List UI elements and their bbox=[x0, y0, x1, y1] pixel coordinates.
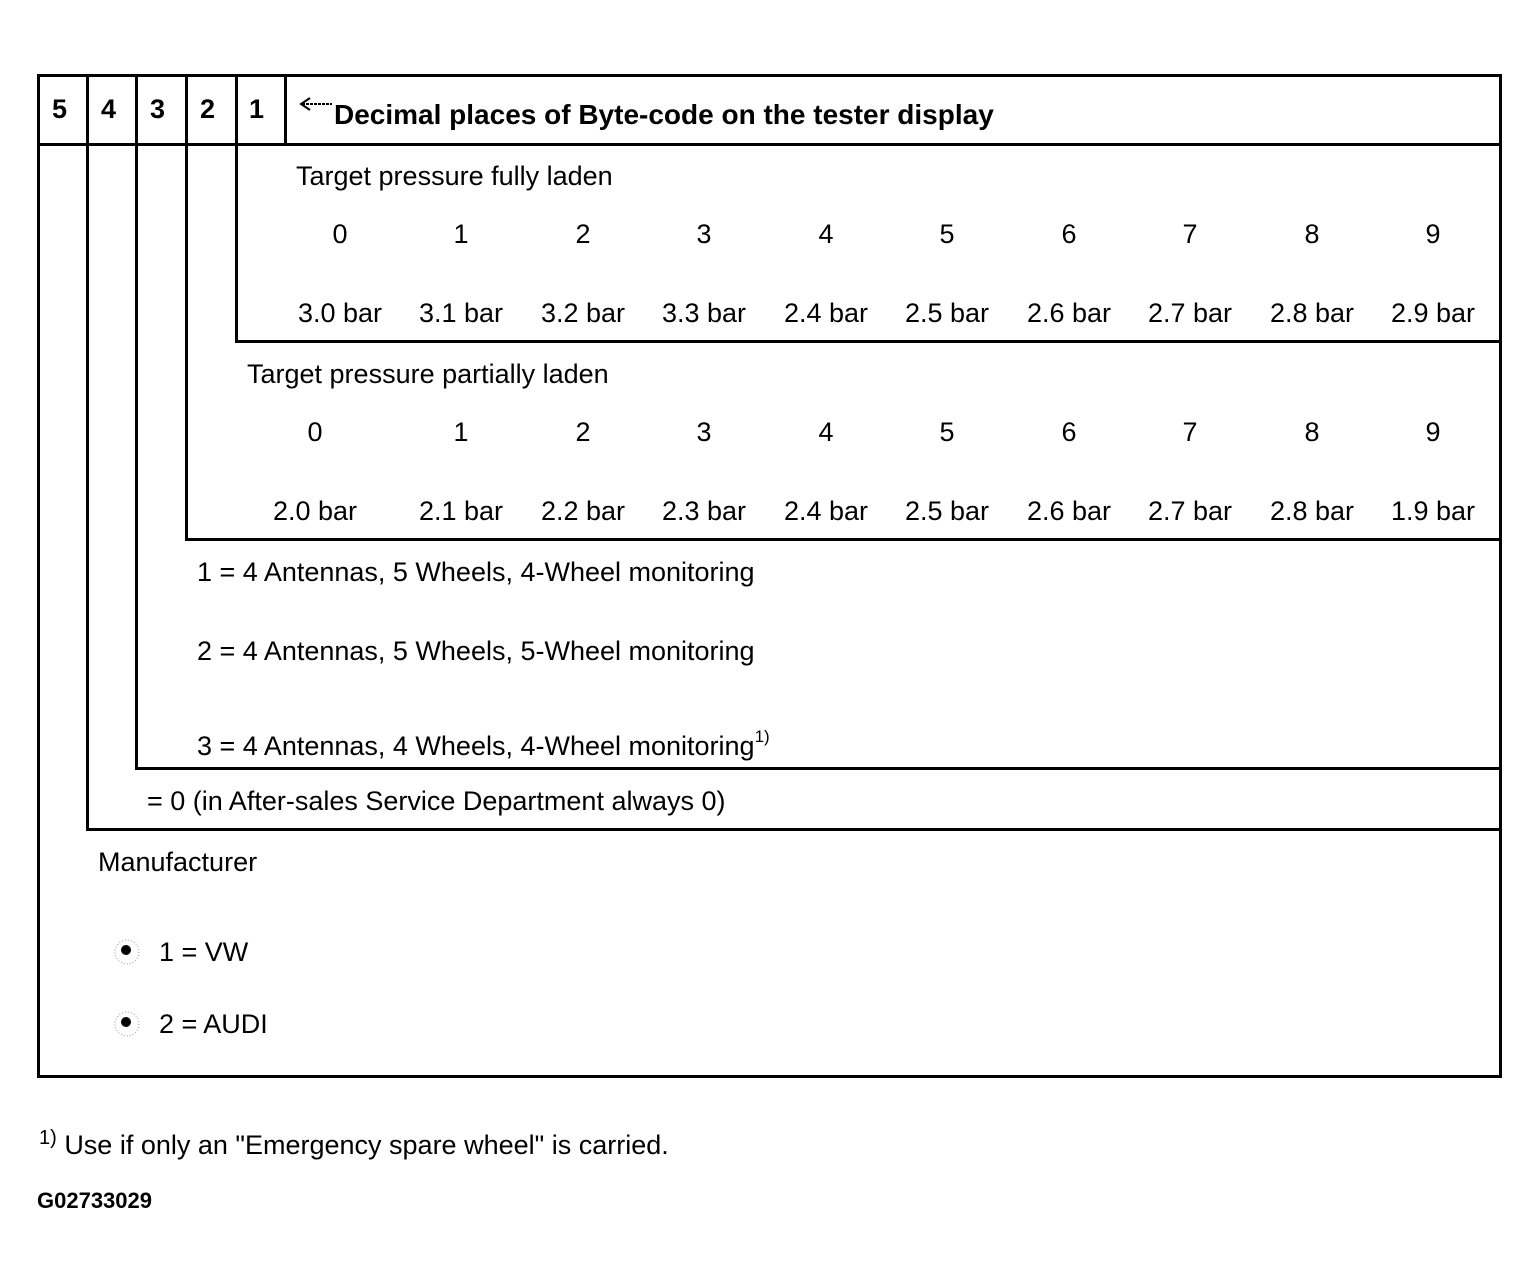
graphic-code: G02733029 bbox=[37, 1188, 152, 1213]
code-cell: 8 bbox=[1304, 417, 1320, 447]
pressure-value: 2.0 bar bbox=[272, 496, 358, 526]
antenna-option-2: 2 = 4 Antennas, 5 Wheels, 5-Wheel monitoring bbox=[197, 636, 755, 666]
arrow-left-icon bbox=[298, 96, 334, 112]
pressure-value: 3.1 bar bbox=[418, 298, 504, 328]
bracket-digit2-bottom bbox=[185, 538, 1500, 541]
antenna-option-1: 1 = 4 Antennas, 5 Wheels, 4-Wheel monitoring bbox=[197, 557, 755, 587]
frame-right bbox=[1499, 74, 1502, 1078]
bracket-digit1 bbox=[235, 143, 238, 343]
pressure-value: 3.0 bar bbox=[297, 298, 383, 328]
manufacturer-label: Manufacturer bbox=[98, 847, 258, 877]
partially-laden-label: Target pressure partially laden bbox=[247, 359, 609, 389]
code-cell: 1 bbox=[453, 417, 469, 447]
pressure-value: 3.2 bar bbox=[540, 298, 626, 328]
header-digit-4: 4 bbox=[101, 94, 117, 124]
code-cell: 7 bbox=[1182, 219, 1198, 249]
manufacturer-vw: 1 = VW bbox=[159, 937, 249, 967]
pressure-value: 2.1 bar bbox=[418, 496, 504, 526]
bracket-digit4-bottom bbox=[86, 828, 1500, 831]
code-cell: 0 bbox=[307, 417, 323, 447]
code-cell: 4 bbox=[818, 219, 834, 249]
pressure-value: 2.4 bar bbox=[783, 298, 869, 328]
pressure-value: 2.4 bar bbox=[783, 496, 869, 526]
pressure-value: 2.7 bar bbox=[1147, 496, 1233, 526]
pressure-value: 2.8 bar bbox=[1269, 496, 1355, 526]
footnote bbox=[39, 1128, 669, 1159]
header-digit-1: 1 bbox=[249, 94, 265, 124]
pressure-value: 1.9 bar bbox=[1390, 496, 1476, 526]
code-cell: 9 bbox=[1425, 219, 1441, 249]
header-digit-5: 5 bbox=[52, 94, 68, 124]
header-title: Decimal places of Byte-code on the tester display bbox=[334, 99, 994, 130]
pressure-value: 2.3 bar bbox=[661, 496, 747, 526]
bracket-digit3-bottom bbox=[135, 767, 1500, 770]
code-cell: 0 bbox=[332, 219, 348, 249]
pressure-value: 2.6 bar bbox=[1026, 496, 1112, 526]
code-cell: 5 bbox=[939, 219, 955, 249]
pressure-value: 2.8 bar bbox=[1269, 298, 1355, 328]
code-cell: 1 bbox=[453, 219, 469, 249]
header-digit-2: 2 bbox=[200, 94, 216, 124]
footnote-text: Use if only an "Emergency spare wheel" is carried. bbox=[64, 1130, 669, 1160]
code-cell: 6 bbox=[1061, 219, 1077, 249]
header-sep-3 bbox=[185, 74, 188, 144]
code-cell: 5 bbox=[939, 417, 955, 447]
code-cell: 6 bbox=[1061, 417, 1077, 447]
frame-bottom bbox=[37, 1075, 1502, 1078]
frame-left bbox=[37, 74, 40, 1078]
pressure-value: 3.3 bar bbox=[661, 298, 747, 328]
bracket-digit2 bbox=[185, 143, 188, 541]
header-sep-4 bbox=[235, 74, 238, 144]
code-cell: 4 bbox=[818, 417, 834, 447]
pressure-value: 2.7 bar bbox=[1147, 298, 1233, 328]
code-cell: 3 bbox=[696, 219, 712, 249]
antenna-option-3-row bbox=[197, 728, 770, 760]
fully-laden-label: Target pressure fully laden bbox=[296, 161, 613, 191]
footnote-marker: 1) bbox=[39, 1127, 57, 1149]
code-cell: 3 bbox=[696, 417, 712, 447]
code-cell: 2 bbox=[575, 219, 591, 249]
header-digit-3: 3 bbox=[150, 94, 166, 124]
code-cell: 7 bbox=[1182, 417, 1198, 447]
frame-top bbox=[37, 74, 1502, 77]
header-bottom-line bbox=[37, 143, 1502, 146]
bullet-icon bbox=[112, 937, 142, 967]
bullet-icon bbox=[112, 1009, 142, 1039]
pressure-value: 2.5 bar bbox=[904, 298, 990, 328]
after-sales-note: = 0 (in After-sales Service Department always 0) bbox=[147, 786, 726, 816]
bracket-digit3 bbox=[135, 143, 138, 770]
pressure-value: 2.6 bar bbox=[1026, 298, 1112, 328]
bracket-digit4 bbox=[86, 143, 89, 831]
antenna-option-3: 3 = 4 Antennas, 4 Wheels, 4-Wheel monitoring bbox=[197, 731, 755, 761]
code-cell: 8 bbox=[1304, 219, 1320, 249]
pressure-value: 2.9 bar bbox=[1390, 298, 1476, 328]
code-cell: 9 bbox=[1425, 417, 1441, 447]
header-sep-2 bbox=[135, 74, 138, 144]
bracket-digit1-bottom bbox=[235, 340, 1500, 343]
header-sep-5 bbox=[284, 74, 287, 144]
pressure-value: 2.2 bar bbox=[540, 496, 626, 526]
header-sep-1 bbox=[86, 74, 89, 144]
pressure-value: 2.5 bar bbox=[904, 496, 990, 526]
code-cell: 2 bbox=[575, 417, 591, 447]
manufacturer-audi: 2 = AUDI bbox=[159, 1009, 268, 1039]
footnote-ref: 1) bbox=[754, 727, 770, 746]
